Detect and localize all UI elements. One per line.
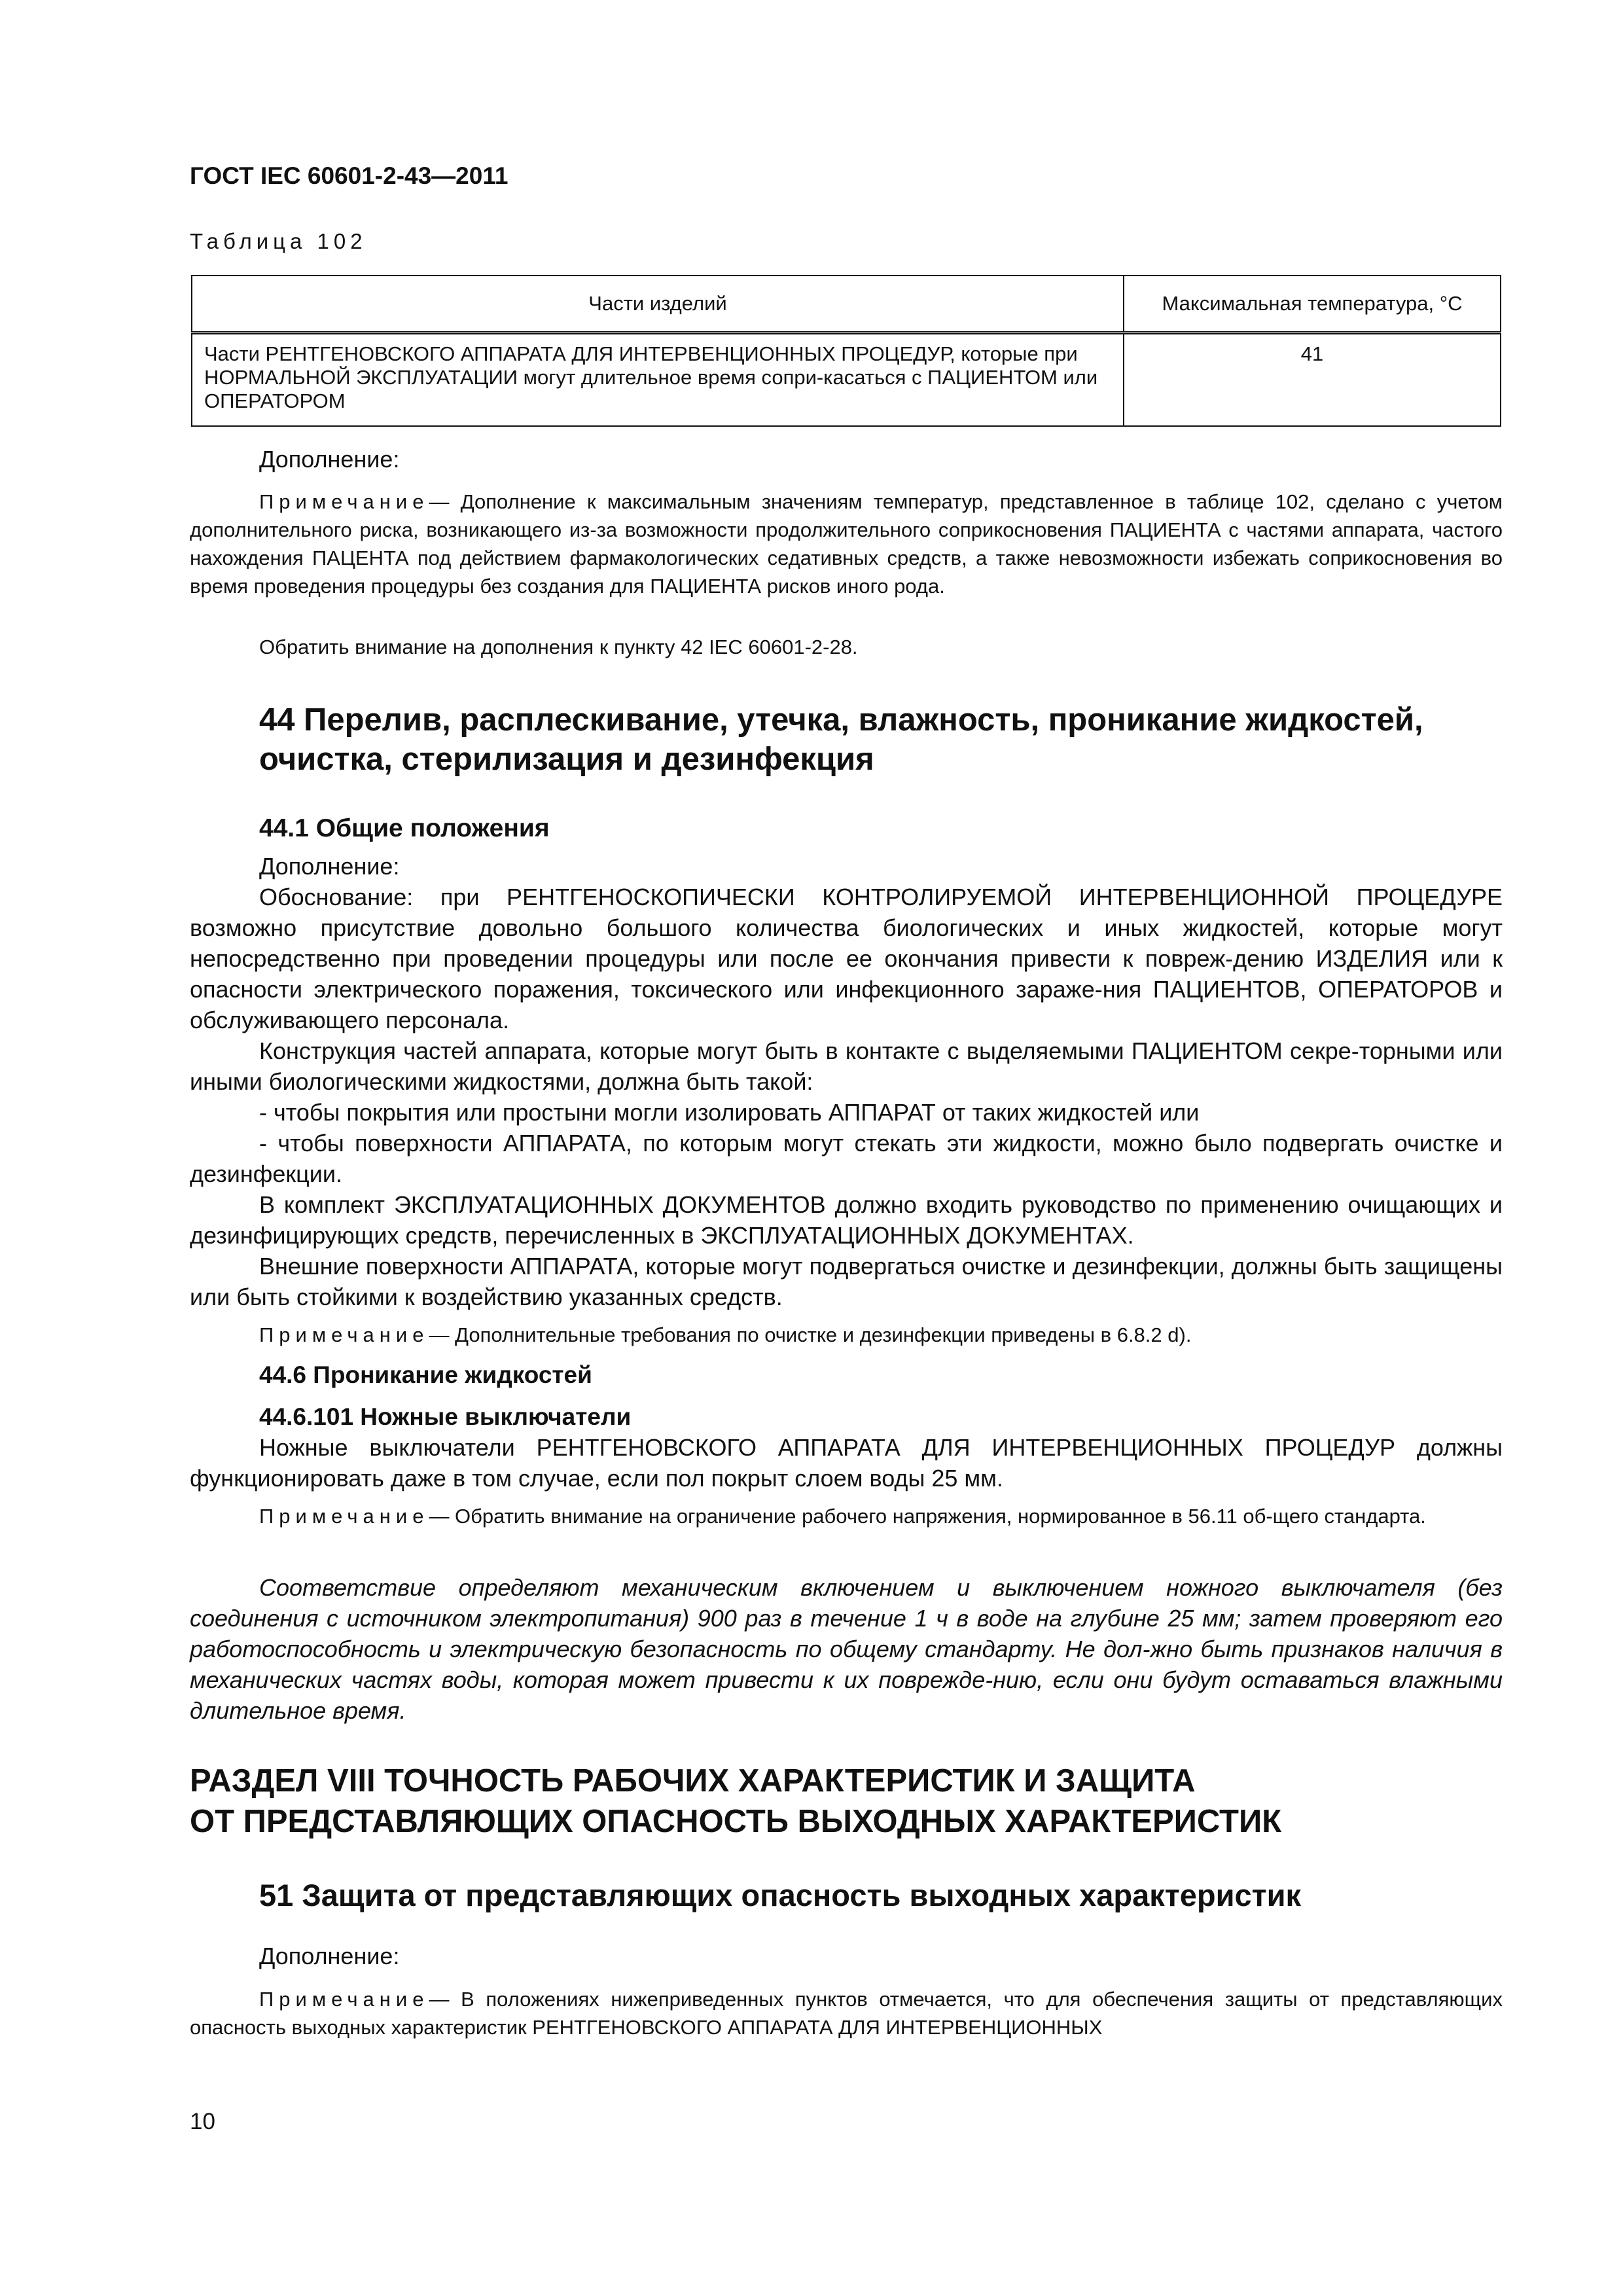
section-44-title-line1: 44 Перелив, расплескивание, утечка, влажность, проникание жидкостей, <box>259 702 1423 738</box>
note-cleaning <box>190 1321 1503 1349</box>
document-header: ГОСТ IEC 60601-2-43—2011 <box>190 162 508 189</box>
note-text: — Обратить внимание на ограничение рабочего напряжения, нормированное в 56.11 об-щего стандарта. <box>429 1505 1426 1528</box>
section-44-title <box>259 700 1423 779</box>
temperature-table <box>191 275 1501 427</box>
justification-paragraph: Обоснование: при РЕНТГЕНОСКОПИЧЕСКИ КОНТРОЛИРУЕМОЙ ИНТЕРВЕНЦИОННОЙ ПРОЦЕДУРЕ возможно присутствие довольно большого количества биологических и иных жидкостей, которые могут непосредственно при проведении процедуры или после ее окончания привести к повреж-дению ИЗДЕЛИЯ или к опасности электрического поражения, токсического или инфекционного зараже-ния ПАЦИЕНТОВ, ОПЕРАТОРОВ и обслуживающего персонала. <box>190 884 1503 1033</box>
addition-label: Дополнение: <box>259 1943 400 1969</box>
note-label: Примечание <box>259 1988 429 2011</box>
foot-switch-paragraph: Ножные выключатели РЕНТГЕНОВСКОГО АППАРАТА ДЛЯ ИНТЕРВЕНЦИОННЫХ ПРОЦЕДУР должны функционировать даже в том случае, если пол покрыт слоем воды 25 мм. <box>190 1434 1503 1492</box>
table-cell-parts: Части РЕНТГЕНОВСКОГО АППАРАТА ДЛЯ ИНТЕРВЕНЦИОННЫХ ПРОЦЕДУР, которые при НОРМАЛЬНОЙ ЭКСПЛУАТАЦИИ могут длительное время сопри-касаться с ПАЦИЕНТОМ или ОПЕРАТОРОМ <box>192 333 1124 427</box>
surfaces-paragraph: Внешние поверхности АППАРАТА, которые могут подвергаться очистке и дезинфекции, должны быть защищены или быть стойкими к воздействию указанных средств. <box>190 1253 1503 1310</box>
note-label: Примечание <box>259 1505 429 1528</box>
table-header-parts: Части изделий <box>192 276 1124 333</box>
addition-label: Дополнение: <box>259 446 400 473</box>
section-44-title-line2: очистка, стерилизация и дезинфекция <box>259 742 874 777</box>
table-cell-temp-value: 41 <box>1124 333 1501 427</box>
bullet-item: - чтобы поверхности АППАРАТА, по которым могут стекать эти жидкости, можно было подвергать очистке и дезинфекции. <box>190 1130 1503 1187</box>
subsection-44-1-title: 44.1 Общие положения <box>259 814 550 842</box>
attention-text: Обратить внимание на дополнения к пункту 42 IEC 60601-2-28. <box>259 636 858 658</box>
note-voltage <box>190 1502 1503 1530</box>
note-text: — Дополнение к максимальным значениям температур, представленное в таблице 102, сделано с учетом дополнительного риска, возникающего из-за возможности продолжительного соприкосновения ПАЦИЕНТА с частями аппарата, частого нахождения ПАЦЕНТА под действием фармакологических седативных средств, а также невозможности избежать соприкосновения во время проведения процедуры без создания для ПАЦИЕНТА рисков иного рода. <box>190 490 1503 598</box>
operating-docs-paragraph: В комплект ЭКСПЛУАТАЦИОННЫХ ДОКУМЕНТОВ должно входить руководство по применению очищающих и дезинфицирующих средств, перечисленных в ЭКСПЛУАТАЦИОННЫХ ДОКУМЕНТАХ. <box>190 1191 1503 1249</box>
section-viii-title <box>190 1761 1281 1842</box>
note-output-characteristics <box>190 1985 1503 2041</box>
note-text: — Дополнительные требования по очистке и дезинфекции приведены в 6.8.2 d). <box>429 1323 1192 1346</box>
note-temperature <box>190 488 1503 600</box>
subsection-44-6-title: 44.6 Проникание жидкостей <box>259 1361 592 1388</box>
bullet-item: - чтобы покрытия или простыни могли изолировать АППАРАТ от таких жидкостей или <box>259 1099 1200 1126</box>
document-page <box>190 0 1503 2296</box>
table-header-max-temp: Максимальная температура, °С <box>1124 276 1501 333</box>
section-viii-title-line2: ОТ ПРЕДСТАВЛЯЮЩИХ ОПАСНОСТЬ ВЫХОДНЫХ ХАРАКТЕРИСТИК <box>190 1804 1282 1839</box>
construction-paragraph: Конструкция частей аппарата, которые могут быть в контакте с выделяемыми ПАЦИЕНТОМ секре-торными или иными биологическими жидкостями, должна быть такой: <box>190 1037 1503 1095</box>
page-number: 10 <box>190 2109 215 2134</box>
note-text: — В положениях нижеприведенных пунктов отмечается, что для обеспечения защиты от представляющих опасность выходных характеристик РЕНТГЕНОВСКОГО АППАРАТА ДЛЯ ИНТЕРВЕНЦИОННЫХ <box>190 1988 1503 2039</box>
compliance-paragraph: Соответствие определяют механическим включением и выключением ножного выключателя (без соединения с источником электропитания) 900 раз в течение 1 ч в воде на глубине 25 мм; затем проверяют его работоспособность и электрическую безопасность по общему стандарту. Не дол-жно быть признаков наличия в механических частях воды, которая может привести к их поврежде-нию, если они будут оставаться влажными длительное время. <box>190 1574 1503 1724</box>
addition-label: Дополнение: <box>259 853 400 880</box>
table-caption: Таблица 102 <box>190 229 367 253</box>
note-label: Примечание <box>259 490 429 513</box>
section-51-title: 51 Защита от представляющих опасность выходных характеристик <box>259 1878 1302 1912</box>
section-viii-title-line1: РАЗДЕЛ VIII ТОЧНОСТЬ РАБОЧИХ ХАРАКТЕРИСТИК И ЗАЩИТА <box>190 1763 1196 1799</box>
subsection-44-6-101-title: 44.6.101 Ножные выключатели <box>259 1403 632 1430</box>
note-label: Примечание <box>259 1323 429 1346</box>
